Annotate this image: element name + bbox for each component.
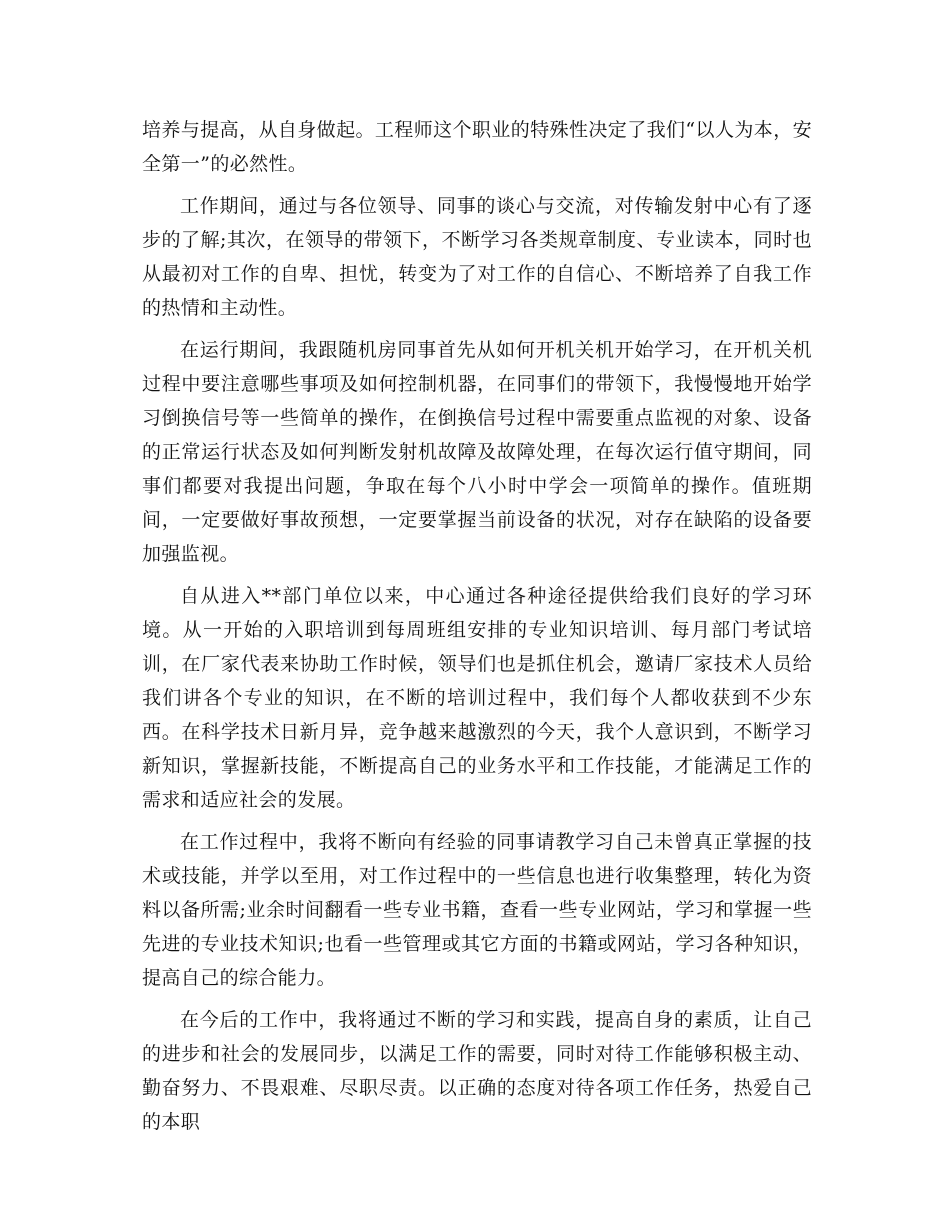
paragraph: 在工作过程中，我将不断向有经验的同事请教学习自己未曾真正掌握的技术或技能，并学以至用，对工作过程中的一些信息也进行收集整理，转化为资料以备所需;业余时间翻看一些专业书籍，查看一些专业网站，学习和掌握一些先进的专业技术知识;也看一些管理或其它方面的书籍或网站，学习各种知识，提高自己的综合能力。: [142, 831, 812, 989]
paragraph: 在今后的工作中，我将通过不断的学习和实践，提高自身的素质，让自己的进步和社会的发展同步，以满足工作的需要，同时对待工作能够积极主动、勤奋努力、不畏艰难、尽职尽责。以正确的态度对待各项工作任务，热爱自己的本职: [142, 1009, 812, 1133]
paragraph: 在运行期间，我跟随机房同事首先从如何开机关机开始学习，在开机关机过程中要注意哪些事项及如何控制机器，在同事们的带领下，我慢慢地开始学习倒换信号等一些简单的操作，在倒换信号过程中需要重点监视的对象、设备的正常运行状态及如何判断发射机故障及故障处理，在每次运行值守期间，同事们都要对我提出问题，争取在每个八小时中学会一项简单的操作。值班期间，一定要做好事故预想，一定要掌握当前设备的状况，对存在缺陷的设备要加强监视。: [142, 339, 812, 565]
paragraph: 自从进入**部门单位以来，中心通过各种途径提供给我们良好的学习环境。从一开始的入职培训到每周班组安排的专业知识培训、每月部门考试培训，在厂家代表来协助工作时候，领导们也是抓住机会，邀请厂家技术人员给我们讲各个专业的知识，在不断的培训过程中，我们每个人都收获到不少东西。在科学技术日新月异，竞争越来越激烈的今天，我个人意识到，不断学习新知识，掌握新技能，不断提高自己的业务水平和工作技能，才能满足工作的需求和适应社会的发展。: [142, 585, 812, 811]
paragraph: 工作期间，通过与各位领导、同事的谈心与交流，对传输发射中心有了逐步的了解;其次，在领导的带领下，不断学习各类规章制度、专业读本，同时也从最初对工作的自卑、担忧，转变为了对工作的自信心、不断培养了自我工作的热情和主动性。: [142, 195, 812, 319]
paragraph: 培养与提高，从自身做起。工程师这个职业的特殊性决定了我们“以人为本，安全第一”的必然性。: [142, 119, 812, 175]
document-body: [142, 113, 812, 1147]
